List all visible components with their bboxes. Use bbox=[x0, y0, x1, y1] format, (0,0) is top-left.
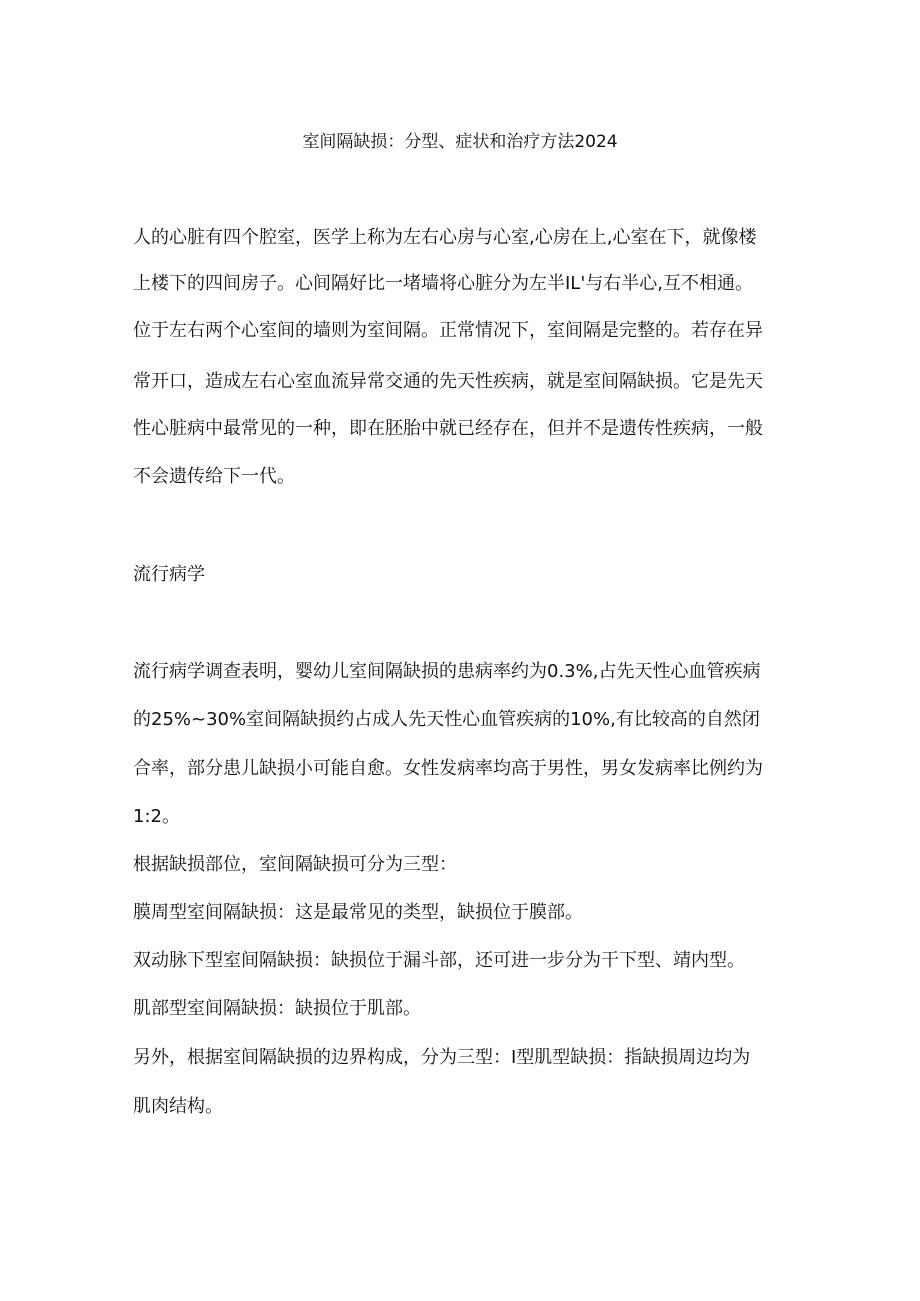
intro-line-6: 不会遗传给下一代。 bbox=[133, 466, 295, 487]
type-item-3: 肌部型室间隔缺损：缺损位于肌部。 bbox=[133, 998, 421, 1019]
intro-line-5: 性心脏病中最常见的一种，即在胚胎中就已经存在，但并不是遗传性疾病，一般 bbox=[133, 418, 763, 439]
type-item-1: 膜周型室间隔缺损：这是最常见的类型，缺损位于膜部。 bbox=[133, 902, 583, 923]
classification-intro: 根据缺损部位，室间隔缺损可分为三型： bbox=[133, 854, 457, 875]
intro-line-2: 上楼下的四间房子。心间隔好比一堵墙将心脏分为左半IL'与右半心,互不相通。 bbox=[133, 273, 754, 294]
intro-line-4: 常开口，造成左右心室血流异常交通的先天性疾病，就是室间隔缺损。它是先天 bbox=[133, 371, 763, 392]
document-title: 室间隔缺损：分型、症状和治疗方法2024 bbox=[302, 132, 618, 152]
boundary-line-1: 另外，根据室间隔缺损的边界构成，分为三型：I型肌型缺损：指缺损周边均为 bbox=[133, 1047, 751, 1068]
intro-line-1: 人的心脏有四个腔室，医学上称为左右心房与心室,心房在上,心室在下，就像楼 bbox=[133, 227, 757, 248]
epi-line-3: 合率，部分患儿缺损小可能自愈。女性发病率均高于男性，男女发病率比例约为 bbox=[133, 758, 763, 779]
boundary-line-2: 肌肉结构。 bbox=[133, 1096, 223, 1117]
section-heading: 流行病学 bbox=[133, 564, 205, 585]
epi-line-4: 1:2。 bbox=[133, 806, 180, 827]
intro-line-3: 位于左右两个心室间的墙则为室间隔。正常情况下，室间隔是完整的。若存在异 bbox=[133, 320, 763, 341]
type-item-2: 双动脉下型室间隔缺损：缺损位于漏斗部，还可进一步分为干下型、靖内型。 bbox=[133, 950, 745, 971]
epi-line-1: 流行病学调查表明，婴幼儿室间隔缺损的患病率约为0.3%,占先天性心血管疾病 bbox=[133, 661, 761, 682]
epi-line-2: 的25%~30%室间隔缺损约占成人先天性心血管疾病的10%,有比较高的自然闭 bbox=[133, 709, 760, 730]
